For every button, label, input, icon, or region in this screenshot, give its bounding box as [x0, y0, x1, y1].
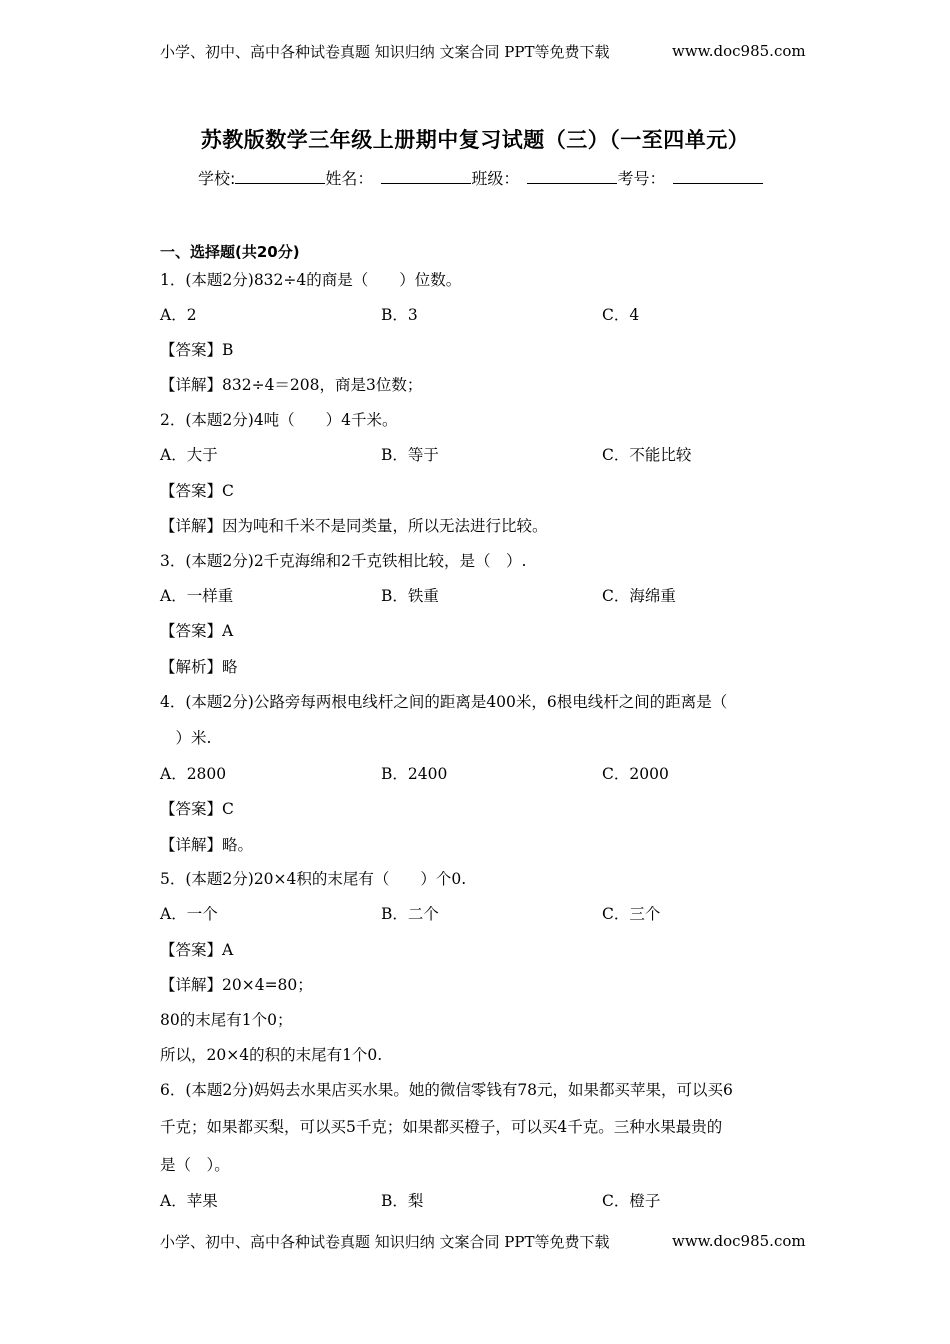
answer-line: 【答案】A	[160, 622, 234, 640]
explain-line: 【详解】因为吨和千米不是同类量，所以无法进行比较。	[160, 517, 548, 535]
answer-line: 【答案】C	[160, 800, 234, 818]
question-stem: 5．(本题2分)20×4积的末尾有（ ）个0.	[160, 870, 467, 888]
explain-line: 【解析】略	[160, 658, 238, 676]
option-c: C．不能比较	[602, 446, 692, 464]
option-b: B．3	[381, 306, 418, 324]
option-c: C．三个	[602, 905, 661, 923]
page-header-text: 小学、初中、高中各种试卷真题 知识归纳 文案合同 PPT等免费下载	[160, 43, 610, 61]
page-header-site: www.doc985.com	[672, 42, 806, 60]
question-stem-cont: 千克；如果都买梨，可以买5千克；如果都买橙子，可以买4千克。三种水果最贵的	[160, 1118, 723, 1136]
school-label: 学校:	[198, 169, 236, 188]
school-blank	[235, 169, 325, 184]
option-a: A．苹果	[160, 1192, 218, 1210]
class-label: 班级：	[471, 169, 520, 188]
question-stem: 4．(本题2分)公路旁每两根电线杆之间的距离是400米，6根电线杆之间的距离是（	[160, 693, 728, 711]
option-a: A．2	[160, 306, 197, 324]
page-footer-site: www.doc985.com	[672, 1232, 806, 1250]
name-label: 姓名：	[325, 169, 374, 188]
explain-line: 80的末尾有1个0；	[160, 1011, 293, 1029]
explain-line: 所以，20×4的积的末尾有1个0.	[160, 1046, 383, 1064]
option-c: C．2000	[602, 765, 669, 783]
answer-line: 【答案】C	[160, 482, 234, 500]
question-stem: 1．(本题2分)832÷4的商是（ ）位数。	[160, 271, 462, 289]
answer-line: 【答案】A	[160, 941, 234, 959]
explain-line: 【详解】略。	[160, 836, 254, 854]
number-blank	[673, 169, 763, 184]
question-stem-cont: ）米.	[160, 729, 212, 747]
explain-line: 【详解】20×4=80；	[160, 976, 313, 994]
option-b: B．铁重	[381, 587, 439, 605]
option-b: B．二个	[381, 905, 439, 923]
question-stem: 2．(本题2分)4吨（ ）4千米。	[160, 411, 398, 429]
student-info-line	[198, 166, 763, 189]
page-footer-text: 小学、初中、高中各种试卷真题 知识归纳 文案合同 PPT等免费下载	[160, 1233, 610, 1251]
option-a: A．一样重	[160, 587, 234, 605]
option-b: B．梨	[381, 1192, 424, 1210]
option-b: B．等于	[381, 446, 439, 464]
option-a: A．2800	[160, 765, 227, 783]
question-stem: 6．(本题2分)妈妈去水果店买水果。她的微信零钱有78元，如果都买苹果，可以买6	[160, 1081, 733, 1099]
class-blank	[527, 169, 617, 184]
option-c: C．海绵重	[602, 587, 676, 605]
question-stem: 3．(本题2分)2千克海绵和2千克铁相比较，是（ ）.	[160, 552, 527, 570]
number-label: 考号：	[617, 169, 666, 188]
document-title: 苏教版数学三年级上册期中复习试题（三）（一至四单元）	[200, 128, 750, 152]
explain-line: 【详解】832÷4＝208，商是3位数；	[160, 376, 423, 394]
answer-line: 【答案】B	[160, 341, 234, 359]
name-blank	[381, 169, 471, 184]
option-c: C．4	[602, 306, 640, 324]
option-c: C．橙子	[602, 1192, 661, 1210]
option-a: A．一个	[160, 905, 218, 923]
question-stem-cont: 是（ ）。	[160, 1156, 230, 1174]
option-a: A．大于	[160, 446, 218, 464]
section-heading: 一、选择题(共20分)	[160, 243, 300, 261]
option-b: B．2400	[381, 765, 448, 783]
